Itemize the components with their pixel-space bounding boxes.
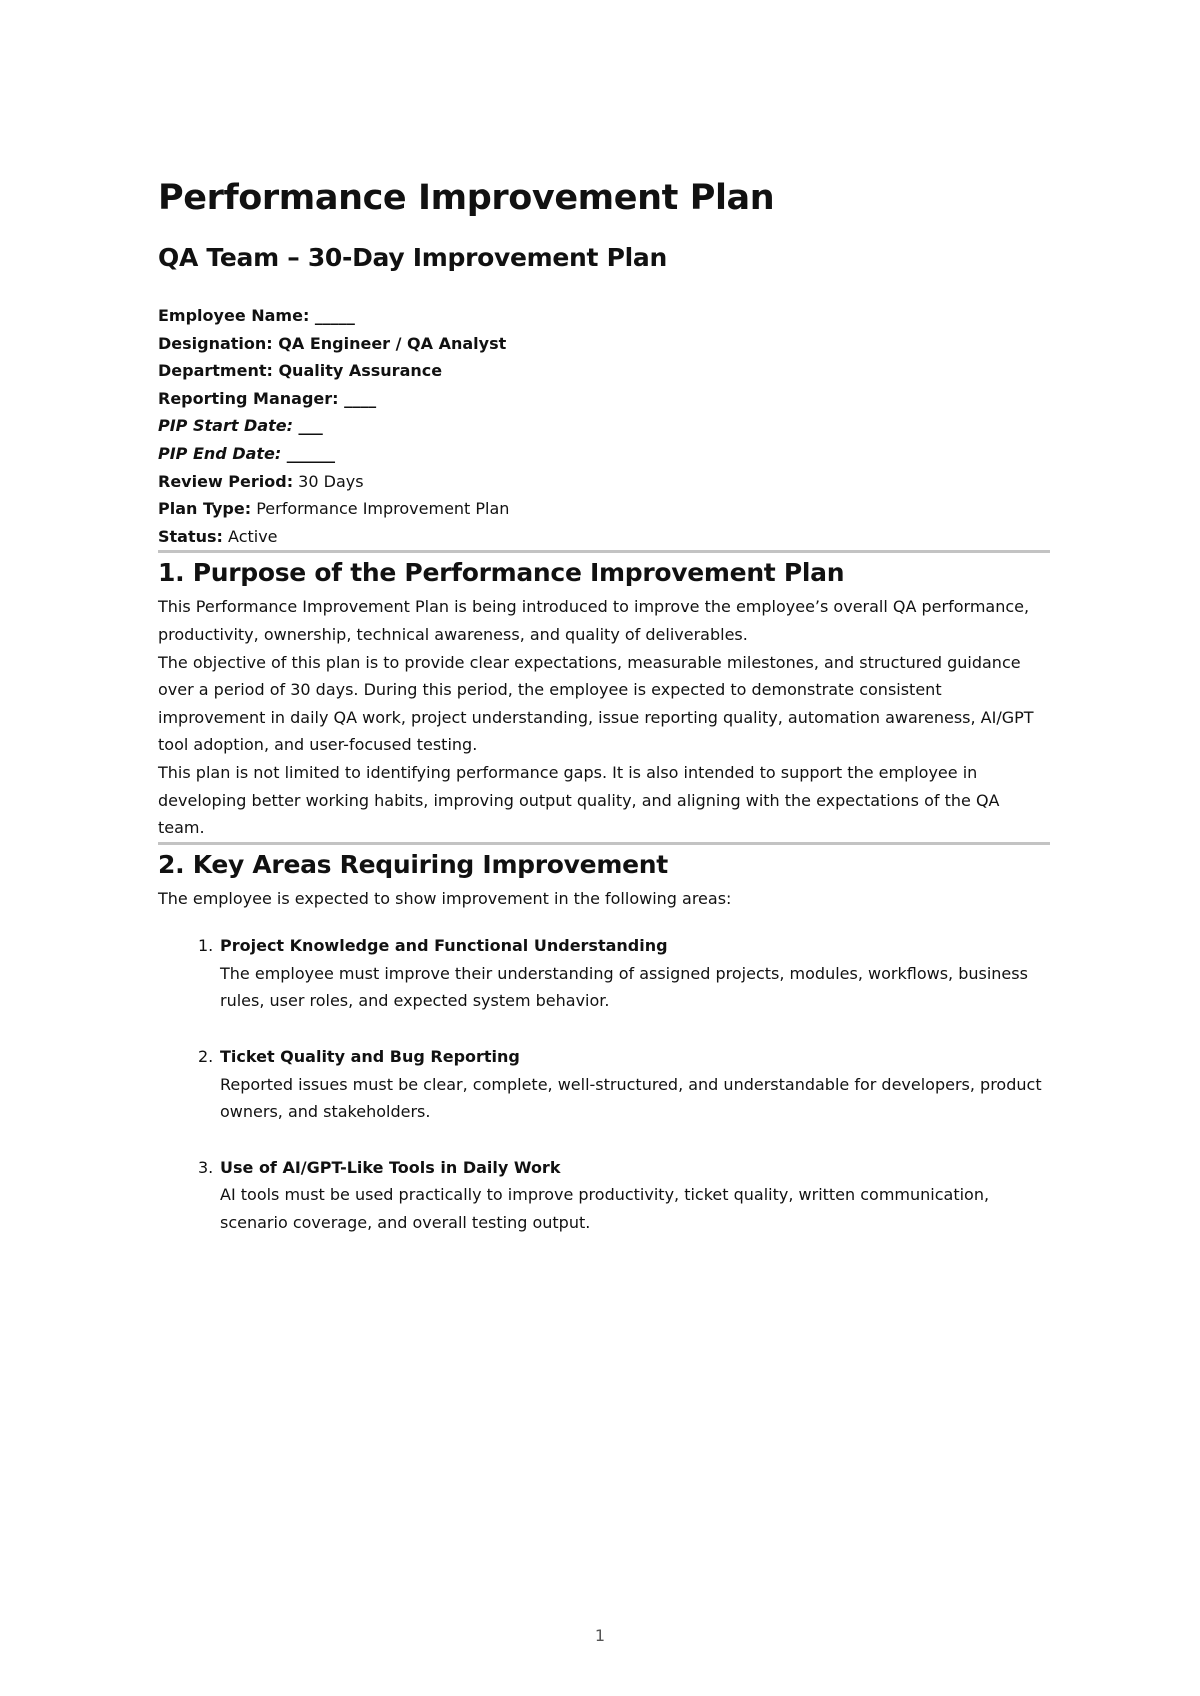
meta-status — [158, 523, 1050, 551]
meta-label: Status: — [158, 526, 223, 546]
list-item-number: 2. — [198, 1047, 214, 1067]
meta-review-period — [158, 468, 1050, 496]
document-page — [158, 170, 1050, 1237]
list-item-description: AI tools must be used practically to improve productivity, ticket quality, written communication, scenario coverage, and overall testing output. — [220, 1185, 990, 1233]
purpose-paragraph: This plan is not limited to identifying performance gaps. It is also intended to support the employee in developing better working habits, improving output quality, and aligning with the expectations of the QA team. — [158, 762, 1000, 838]
list-item-description: The employee must improve their understanding of assigned projects, modules, workflows, business rules, user roles, and expected system behavior. — [220, 963, 1028, 1011]
meta-value: 30 Days — [293, 471, 364, 491]
meta-label: Department: Quality Assurance — [158, 361, 443, 381]
list-item-title: Use of AI/GPT-Like Tools in Daily Work — [220, 1157, 561, 1177]
list-item-title: Project Knowledge and Functional Understanding — [220, 936, 668, 956]
meta-value: ___ — [293, 416, 323, 436]
list-item-number: 1. — [198, 936, 214, 956]
list-item-title: Ticket Quality and Bug Reporting — [220, 1047, 520, 1067]
meta-label: Reporting Manager: ____ — [158, 388, 377, 408]
meta-department — [158, 357, 1050, 385]
meta-label: PIP Start Date: — [158, 416, 294, 436]
meta-designation — [158, 330, 1050, 358]
meta-value: Performance Improvement Plan — [251, 499, 510, 519]
list-item — [158, 932, 1050, 1015]
list-item — [158, 1043, 1050, 1126]
meta-label: PIP End Date: — [158, 443, 282, 463]
list-item-number: 3. — [198, 1157, 214, 1177]
key-areas-intro: The employee is expected to show improvement in the following areas: — [158, 888, 732, 908]
purpose-paragraph: The objective of this plan is to provide clear expectations, measurable milestones, and structured guidance over a period of 30 days. During this period, the employee is expected to demonstrate consistent improvement in daily QA work, project understanding, issue reporting quality, automation awareness, AI/GPT tool adoption, and user-focused testing. — [158, 652, 1034, 755]
meta-label: Employee Name: _____ — [158, 306, 355, 325]
page-number: 1 — [594, 1626, 606, 1645]
meta-plan-type — [158, 495, 1050, 523]
meta-pip-start-date — [158, 412, 1050, 440]
plan-details — [158, 302, 1050, 550]
meta-label: Plan Type: — [158, 499, 252, 519]
purpose-paragraph: This Performance Improvement Plan is being introduced to improve the employee’s overall QA performance, productivity, ownership, technical awareness, and quality of deliverables. — [158, 597, 1030, 644]
meta-reporting-manager — [158, 385, 1050, 413]
section-heading-purpose: 1. Purpose of the Performance Improvement Plan — [158, 558, 845, 588]
meta-label: Designation: QA Engineer / QA Analyst — [158, 333, 507, 353]
list-item — [158, 1154, 1050, 1237]
meta-value: ______ — [281, 443, 335, 463]
meta-value: Active — [222, 526, 278, 546]
section-heading-key-areas: 2. Key Areas Requiring Improvement — [158, 849, 668, 879]
list-item-description: Reported issues must be clear, complete, well-structured, and understandable for developers, product owners, and stakeholders. — [220, 1074, 1042, 1122]
meta-employee-name — [158, 302, 1050, 330]
document-title: Performance Improvement Plan — [158, 178, 775, 218]
document-subtitle: QA Team – 30-Day Improvement Plan — [158, 243, 667, 272]
meta-pip-end-date — [158, 440, 1050, 468]
improvement-areas-list — [158, 932, 1050, 1236]
meta-label: Review Period: — [158, 471, 294, 491]
